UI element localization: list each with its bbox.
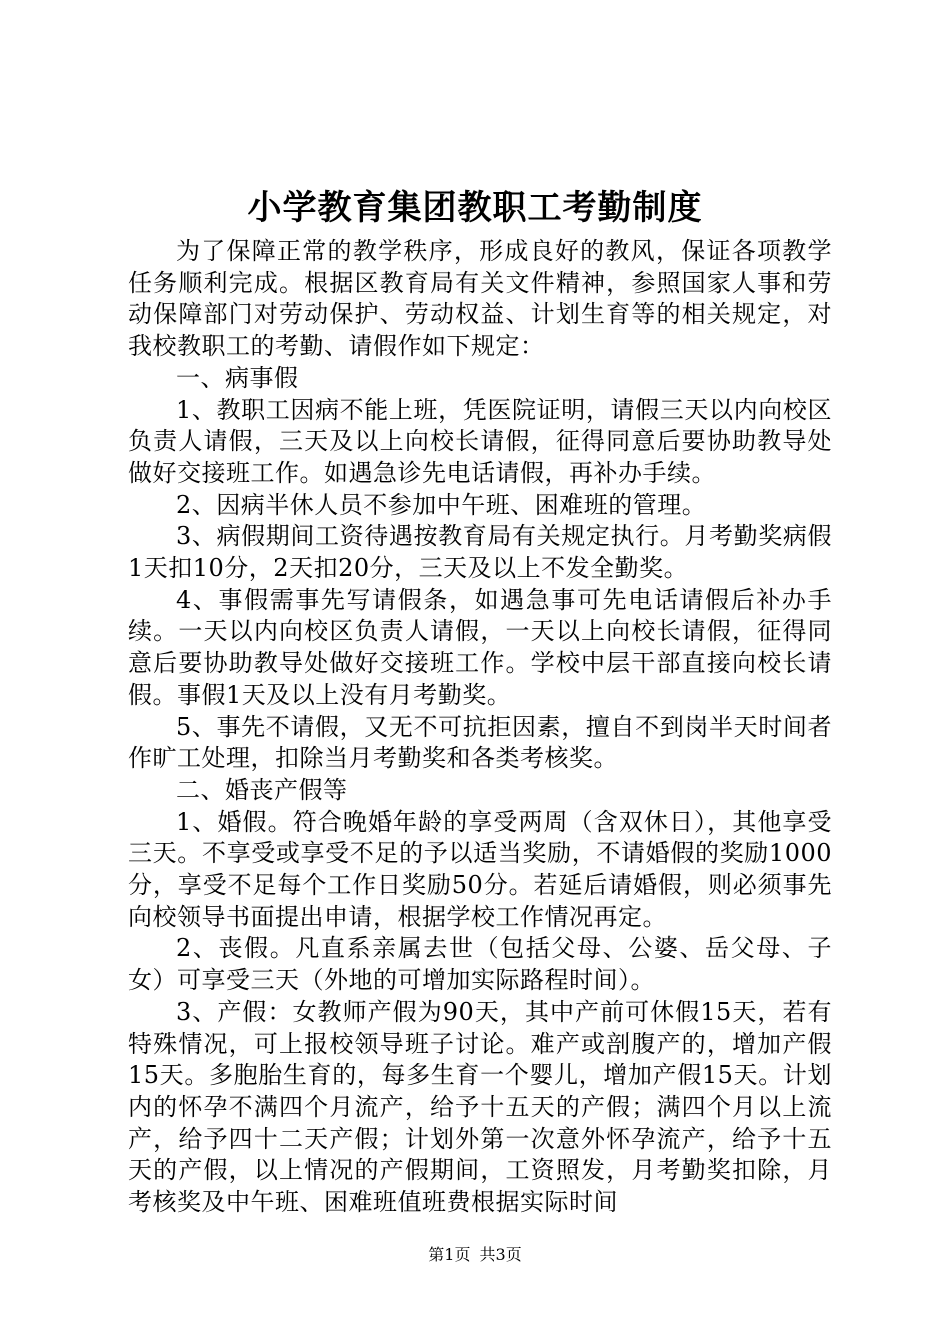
paragraph: 1、教职工因病不能上班，凭医院证明，请假三天以内向校区负责人请假，三天及以上向校长请假，征得同意后要协助教导处做好交接班工作。如遇急诊先电话请假，再补办手续。	[128, 395, 832, 487]
paragraph: 1、婚假。符合晚婚年龄的享受两周（含双休日），其他享受三天。不享受或享受不足的予以适当奖励，不请婚假的奖励1000分，享受不足每个工作日奖励50分。若延后请婚假，则必须事先向校领导书面提出申请，根据学校工作情况再定。	[128, 807, 832, 931]
document-body	[128, 236, 832, 1219]
paragraph: 4、事假需事先写请假条，如遇急事可先电话请假后补办手续。一天以内向校区负责人请假，一天以上向校长请假，征得同意后要协助教导处做好交接班工作。学校中层干部直接向校长请假。事假1天及以上没有月考勤奖。	[128, 585, 832, 709]
paragraph: 3、病假期间工资待遇按教育局有关规定执行。月考勤奖病假1天扣10分，2天扣20分，三天及以上不发全勤奖。	[128, 522, 832, 583]
paragraph: 5、事先不请假，又无不可抗拒因素，擅自不到岗半天时间者作旷工处理，扣除当月考勤奖和各类考核奖。	[128, 712, 832, 773]
section-heading-marriage-funeral-maternity: 二、婚丧产假等	[176, 775, 348, 804]
page-total: 共3页	[479, 1245, 522, 1264]
page-number: 第1页	[428, 1245, 471, 1264]
page-footer	[0, 1245, 950, 1265]
paragraph: 2、因病半休人员不参加中午班、困难班的管理。	[176, 490, 707, 519]
section-heading-sick-personal-leave: 一、病事假	[176, 363, 299, 392]
paragraph: 2、丧假。凡直系亲属去世（包括父母、公婆、岳父母、子女）可享受三天（外地的可增加实际路程时间）。	[128, 934, 832, 995]
document-title: 小学教育集团教职工考勤制度	[247, 188, 703, 228]
paragraph-intro: 为了保障正常的教学秩序，形成良好的教风，保证各项教学任务顺利完成。根据区教育局有关文件精神，参照国家人事和劳动保障部门对劳动保护、劳动权益、计划生育等的相关规定，对我校教职工的考勤、请假作如下规定：	[128, 237, 832, 361]
paragraph: 3、产假：女教师产假为90天，其中产前可休假15天，若有特殊情况，可上报校领导班子讨论。难产或剖腹产的，增加产假15天。多胞胎生育的，每多生育一个婴儿，增加产假15天。计划内的怀孕不满四个月流产，给予十五天的产假；满四个月以上流产，给予四十二天产假；计划外第一次意外怀孕流产，给予十五天的产假，以上情况的产假期间，工资照发，月考勤奖扣除，月考核奖及中午班、困难班值班费根据实际时间	[128, 997, 832, 1217]
